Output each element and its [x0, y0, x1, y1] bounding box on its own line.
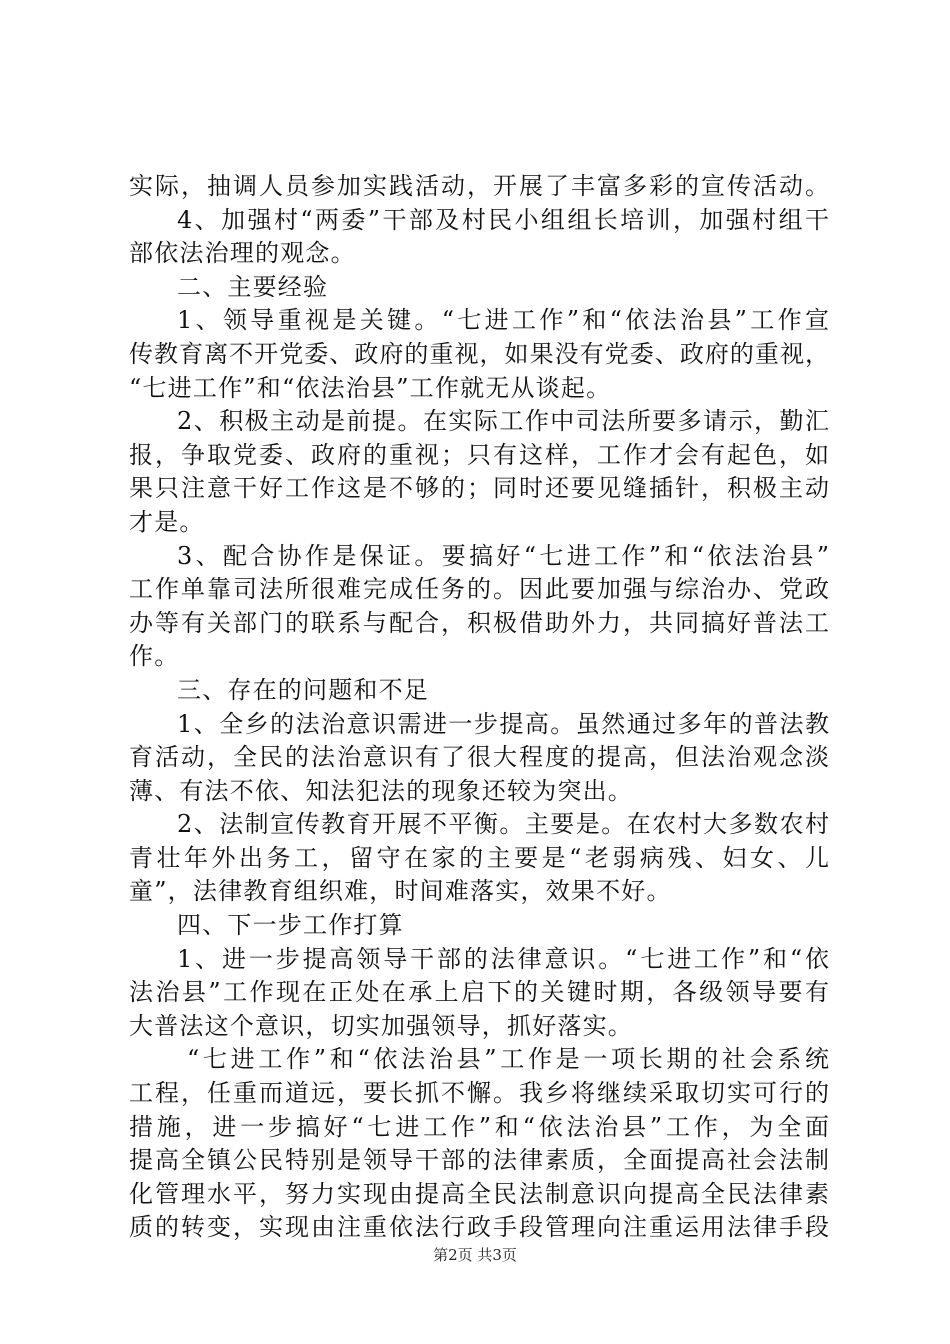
text-line: 4、加强村“两委”干部及村民小组组长培训，加强村组干 [177, 205, 829, 234]
text-line: 2、积极主动是前提。在实际工作中司法所要多请示，勤汇 [177, 407, 829, 436]
section-heading: 二、主要经验 [177, 272, 329, 301]
text-line: 2、法制宣传教育开展不平衡。主要是。在农村大多数农村 [177, 810, 829, 839]
text-line: 大普法这个意识，切实加强领导，抓好落实。 [129, 1011, 633, 1040]
text-line: 青壮年外出务工，留守在家的主要是“老弱病残、妇女、儿 [129, 843, 829, 872]
section-heading: 四、下一步工作打算 [177, 911, 404, 940]
text-line: 1、领导重视是关键。“七进工作”和“依法治县”工作宣 [177, 306, 829, 335]
document-body [129, 170, 829, 1245]
text-line: 办等有关部门的联系与配合，积极借助外力，共同搞好普法工 [129, 608, 829, 637]
text-line: 果只注意干好工作这是不够的；同时还要见缝插针，积极主动 [129, 474, 829, 503]
text-line: 育活动，全民的法治意识有了很大程度的提高，但法治观念淡 [129, 743, 829, 772]
text-line: 工作单靠司法所很难完成任务的。因此要加强与综治办、党政 [129, 575, 829, 604]
text-line: 质的转变，实现由注重依法行政手段管理向注重运用法律手段 [129, 1213, 829, 1242]
text-line: “七进工作”和“依法治县”工作就无从谈起。 [129, 373, 612, 402]
text-line: 法治县”工作现在正处在承上启下的关键时期，各级领导要有 [129, 978, 829, 1007]
text-line: 实际，抽调人员参加实践活动，开展了丰富多彩的宣传活动。 [129, 172, 829, 200]
text-line: 提高全镇公民特别是领导干部的法律素质，全面提高社会法制 [129, 1146, 829, 1175]
text-line: 1、进一步提高领导干部的法律意识。“七进工作”和“依 [177, 944, 829, 973]
text-line: 童”，法律教育组织难，时间难落实，效果不好。 [129, 877, 672, 906]
page-footer: 第2页 共3页 [433, 1246, 517, 1264]
text-line: 传教育离不开党委、政府的重视，如果没有党委、政府的重视， [129, 339, 829, 368]
text-line: 化管理水平，努力实现由提高全民法制意识向提高全民法律素 [129, 1179, 829, 1208]
text-line: 措施，进一步搞好“七进工作”和“依法治县”工作，为全面 [129, 1112, 829, 1141]
text-line: “七进工作”和“依法治县”工作是一项长期的社会系统 [187, 1045, 829, 1074]
text-line: 薄、有法不依、知法犯法的现象还较为突出。 [129, 776, 633, 805]
text-line: 3、配合协作是保证。要搞好“七进工作”和“依法治县” [177, 541, 829, 570]
text-line: 部依法治理的观念。 [129, 239, 356, 268]
text-line: 作。 [129, 642, 180, 671]
text-line: 才是。 [129, 507, 205, 536]
text-line: 报，争取党委、政府的重视；只有这样，工作才会有起色，如 [129, 440, 829, 469]
text-line: 1、全乡的法治意识需进一步提高。虽然通过多年的普法教 [177, 709, 829, 738]
text-line: 工程，任重而道远，要长抓不懈。我乡将继续采取切实可行的 [129, 1079, 829, 1108]
section-heading: 三、存在的问题和不足 [177, 675, 429, 704]
